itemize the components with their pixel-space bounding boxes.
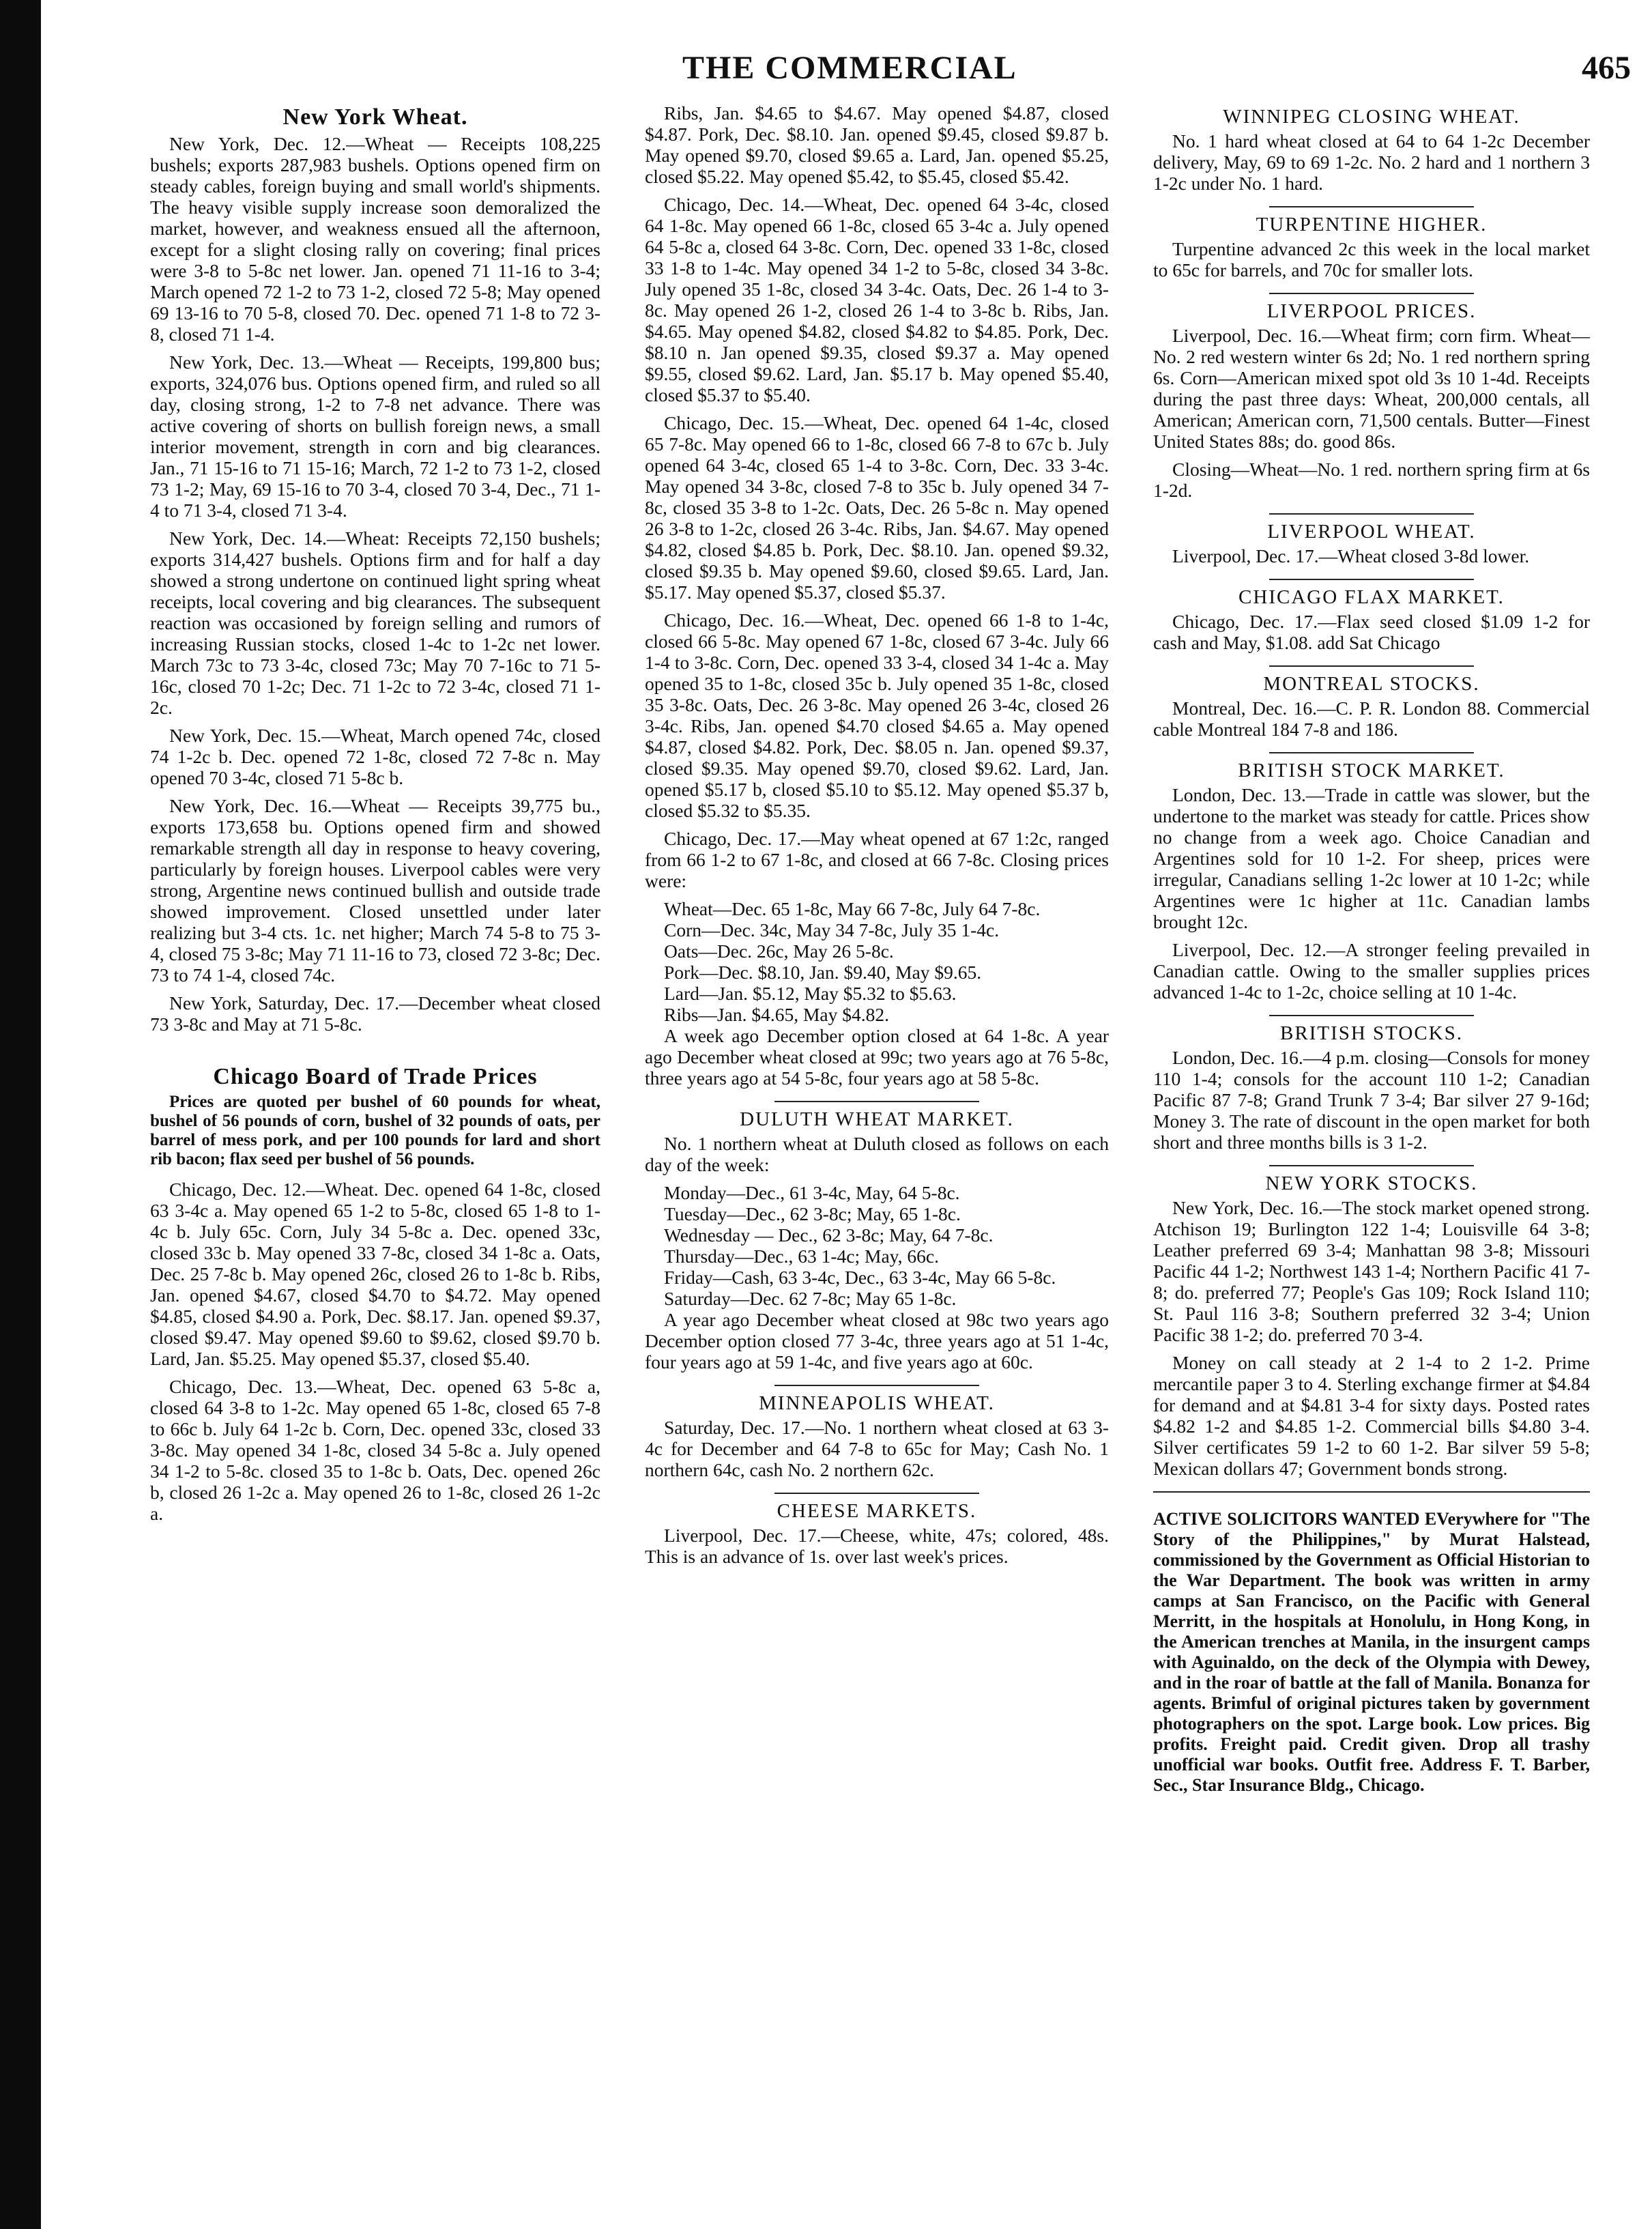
section-heading: BRITISH STOCKS.: [1280, 1022, 1463, 1044]
market-report: London, Dec. 16.—4 p.m. closing—Consols for money 110 1-4; consols for the account 110 1-2; Canadian Pacific 87 7-8; Grand Trunk 7 3-4; Bar silver 27 9-16d; Money 3. The rate of discount in the open market for both short and three months bills is 3 1-2.: [1153, 1047, 1590, 1153]
daily-price-line: Wednesday — Dec., 62 3-8c; May, 64 7-8c.: [664, 1224, 994, 1246]
column-1: [150, 102, 600, 1531]
market-report: New York, Dec. 15.—Wheat, March opened 74c, closed 74 1-2c b. Dec. opened 72 1-8c, closed 72 7-8c n. May opened 70 3-4c, closed 71 5-8c b.: [150, 725, 600, 788]
divider: [1269, 513, 1474, 515]
divider: [774, 1385, 979, 1386]
closing-price-line: Corn—Dec. 34c, May 34 7-8c, July 35 1-4c.: [664, 919, 1000, 940]
market-report: Turpentine advanced 2c this week in the local market to 65c for barrels, and 70c for smaller lots.: [1153, 238, 1590, 281]
market-report: New York, Dec. 12.—Wheat — Receipts 108,225 bushels; exports 287,983 bushels. Options opened firm on steady cables, foreign buying and small world's shipments. The heavy visible supply increase soon demoralized the market, however, and weakness ensued all the afternoon, except for a slight closing rally on covering; final prices were 3-8 to 5-8c net lower. Jan. opened 71 11-16 to 3-4; March opened 72 1-2 to 73 1-2, closed 72 5-8; May opened 69 13-16 to 70 5-8, closed 70. Dec. opened 71 1-8 to 72 3-8, closed 71 1-4.: [150, 133, 600, 345]
market-report: New York, Dec. 14.—Wheat: Receipts 72,150 bushels; exports 314,427 bushels. Options firm and for half a day showed a strong undertone on continued light spring wheat receipts, local covering and big clearances. The subsequent reaction was occasioned by foreign selling and rumors of increasing Russian stocks, closed 1-4c to 1-2c net lower. March 73c to 73 3-4c, closed 73c; May 70 7-16c to 71 5-16c, closed 70 1-2c; Dec. 71 1-2c to 72 3-4c, closed 71 1-2c.: [150, 528, 600, 718]
divider: [1269, 752, 1474, 753]
market-report: A week ago December option closed at 64 1-8c. A year ago December wheat closed at 99c; two years ago at 76 5-8c, three years ago at 54 5-8c, four years ago at 58 5-8c.: [645, 1025, 1109, 1089]
market-report: Chicago, Dec. 15.—Wheat, Dec. opened 64 1-4c, closed 65 7-8c. May opened 66 to 1-8c, closed 66 7-8 to 67c b. July opened 64 3-4c, closed 65 1-4 to 3-8c. Corn, Dec. 33 3-4c. May opened 34 3-8c, closed 7-8 to 35c b. July opened 34 7-8c, closed 35 3-8 to 1-2c. Oats, Dec. 26 5-8c n. May opened 26 3-8 to 1-2c, closed 26 3-4c. Ribs, Jan. $4.67. May opened $4.82, closed $4.85 b. Pork, Dec. $8.10. Jan. opened $9.32, closed $9.35 b. May opened $9.60, closed $9.65. Lard, Jan. $5.17. May opened $5.37, closed $5.37.: [645, 412, 1109, 603]
divider: [1153, 1491, 1590, 1493]
section-heading: MONTREAL STOCKS.: [1263, 673, 1480, 695]
market-report: Chicago, Dec. 13.—Wheat, Dec. opened 63 5-8c a, closed 64 3-8 to 1-2c. May opened 65 1-8c, closed 65 7-8 to 66c b. July 64 1-2c b. Corn, Dec. opened 33c, closed 33 3-8c. May opened 34 1-8c, closed 34 5-8c a. July opened 34 1-2 to 5-8c. closed 35 to 1-8c b. Oats, Dec. opened 26c b, closed 26 1-2c a. May opened 26 to 1-8c, closed 26 1-2c a.: [150, 1376, 600, 1524]
section-heading: CHICAGO FLAX MARKET.: [1238, 586, 1505, 608]
market-report: Chicago, Dec. 16.—Wheat, Dec. opened 66 1-8 to 1-4c, closed 66 5-8c. May opened 67 1-8c, closed 67 3-4c. July 66 1-4 to 3-8c. Corn, Dec. opened 33 3-4, closed 34 1-4c a. May opened 35 to 1-8c, closed 35c b. July opened 35 1-8c, closed 35 3-8c. Oats, Dec. 26 3-8c. May opened 26 3-4c, closed 26 3-4c. Ribs, Jan. opened $4.70 closed $4.65 a. May opened $4.87, closed $4.82. Pork, Dec. $8.05 n. Jan. opened $9.37, closed $9.35. May opened $9.70, closed $9.62. Lard, Jan. opened $5.17 b, closed $5.10 to $5.12. May opened $5.37 b, closed $5.32 to $5.35.: [645, 609, 1109, 821]
section-heading: NEW YORK STOCKS.: [1265, 1173, 1478, 1194]
section-heading: Chicago Board of Trade Prices: [213, 1064, 538, 1089]
market-report: Chicago, Dec. 17.—May wheat opened at 67 1:2c, ranged from 66 1-2 to 67 1-8c, and closed at 66 7-8c. Closing prices were:: [645, 828, 1109, 891]
daily-price-line: Thursday—Dec., 63 1-4c; May, 66c.: [664, 1246, 939, 1267]
market-report: Montreal, Dec. 16.—C. P. R. London 88. Commercial cable Montreal 184 7-8 and 186.: [1153, 698, 1590, 740]
market-report: No. 1 northern wheat at Duluth closed as follows on each day of the week:: [645, 1133, 1109, 1175]
column-3: [1153, 102, 1590, 1796]
masthead: [96, 49, 1631, 97]
market-report: No. 1 hard wheat closed at 64 to 64 1-2c December delivery, May, 69 to 69 1-2c. No. 2 hard and 1 northern 3 1-2c under No. 1 hard.: [1153, 130, 1590, 194]
market-report: Liverpool, Dec. 17.—Cheese, white, 47s; colored, 48s. This is an advance of 1s. over last week's prices.: [645, 1525, 1109, 1567]
market-report: New York, Dec. 16.—The stock market opened strong. Atchison 19; Burlington 122 1-4; Louisville 64 3-8; Leather preferred 69 3-4; Manhattan 98 3-8; Missouri Pacific 44 1-2; Northwest 143 1-4; Northern Pacific 41 7-8; do. preferred 77; People's Gas 109; Rock Island 110; St. Paul 116 3-8; Southern preferred 32 3-4; Union Pacific 38 1-2; do. preferred 70 3-4.: [1153, 1197, 1590, 1345]
divider: [1269, 1165, 1474, 1166]
market-report: New York, Dec. 13.—Wheat — Receipts, 199,800 bus; exports, 324,076 bus. Options opened firm, and ruled so all day, closing strong, 1-2 to 7-8 net advance. There was active covering of shorts on bullish foreign news, a small interior movement, strength in corn and big clearances. Jan., 71 15-16 to 71 15-16; March, 72 1-2 to 73 1-2, closed 73 1-2; May, 69 15-16 to 70 3-4, closed 70 3-4, Dec., 71 1-4 to 71 3-4, closed 71 3-4.: [150, 351, 600, 521]
market-report: Liverpool, Dec. 17.—Wheat closed 3-8d lower.: [1172, 545, 1530, 566]
market-report: Liverpool, Dec. 16.—Wheat firm; corn firm. Wheat—No. 2 red western winter 6s 2d; No. 1 red northern spring 6s. Corn—American mixed spot old 3s 10 1-4d. Receipts during the past three days: Wheat, 200,000 centals, all American; American corn, 71,500 centals. Butter—Finest United States 88s; do. good 86s.: [1153, 325, 1590, 452]
daily-price-line: Saturday—Dec. 62 7-8c; May 65 1-8c.: [664, 1288, 957, 1309]
market-report: Money on call steady at 2 1-4 to 2 1-2. Prime mercantile paper 3 to 4. Sterling exchange firmer at $4.84 for demand and at $4.81 3-4 for sixty days. Posted rates $4.82 1-2 and $4.85 1-2. Commercial bills $4.80 3-4. Silver certificates 59 1-2 to 60 1-2. Bar silver 59 5-8; Mexican dollars 47; Government bonds strong.: [1153, 1352, 1590, 1479]
section-heading: TURPENTINE HIGHER.: [1256, 214, 1488, 235]
divider: [1269, 665, 1474, 667]
divider: [1269, 1015, 1474, 1016]
section-heading: LIVERPOOL WHEAT.: [1267, 521, 1476, 543]
market-report: London, Dec. 13.—Trade in cattle was slower, but the undertone to the market was steady for cattle. Prices show no change from a week ago. Choice Canadian and Argentines sold for 10 1-2. For sheep, prices were irregular, Canadians selling 1-2c lower at 10 1-2c; while Argentines were 1c higher at 11c. Canadian lambs brought 12c.: [1153, 784, 1590, 932]
closing-price-line: Wheat—Dec. 65 1-8c, May 66 7-8c, July 64 7-8c.: [664, 898, 1041, 919]
closing-price-line: Oats—Dec. 26c, May 26 5-8c.: [664, 940, 894, 962]
closing-price-line: Ribs—Jan. $4.65, May $4.82.: [664, 1004, 889, 1025]
divider: [774, 1101, 979, 1102]
market-report: Saturday, Dec. 17.—No. 1 northern wheat closed at 63 3-4c for December and 64 7-8 to 65c for May; Cash No. 1 northern 64c, cash No. 2 northern 62c.: [645, 1417, 1109, 1480]
classified-advertisement: ACTIVE SOLICITORS WANTED EVerywhere for "The Story of the Philippines," by Murat Halstead, commissioned by the Government as Official Historian to the War Department. The book was written in army camps at San Francisco, on the Pacific with General Merritt, in the hospitals at Honolulu, in Hong Kong, in the American trenches at Manila, in the insurgent camps with Aguinaldo, on the deck of the Olympia with Dewey, and in the roar of battle at the fall of Manila. Bonanza for agents. Brimful of original pictures taken by government photographers on the spot. Large book. Low prices. Big profits. Freight paid. Credit given. Drop all trashy unofficial war books. Outfit free. Address F. T. Barber, Sec., Star Insurance Bldg., Chicago.: [1153, 1509, 1590, 1795]
divider: [774, 1493, 979, 1494]
divider: [1269, 293, 1474, 294]
section-heading: LIVERPOOL PRICES.: [1266, 300, 1477, 322]
daily-price-line: Tuesday—Dec., 62 3-8c; May, 65 1-8c.: [664, 1203, 961, 1224]
market-report: New York, Dec. 16.—Wheat — Receipts 39,775 bu., exports 173,658 bu. Options opened firm and showed remarkable strength all day in response to heavy covering, particularly by foreign houses. Liverpool cables were very strong, Argentine news continued bullish and outside trade showed improvement. Closed unsettled under later realizing but 3-4 cts. 1c. net higher; March 74 5-8 to 75 3-4, closed 75 3-8c; May 71 11-16 to 73, closed 72 3-8c; Dec. 73 to 74 1-4, closed 74c.: [150, 795, 600, 986]
page-number: 465: [1582, 50, 1631, 86]
closing-price-line: Lard—Jan. $5.12, May $5.32 to $5.63.: [664, 983, 957, 1004]
section-heading: WINNIPEG CLOSING WHEAT.: [1223, 106, 1520, 128]
market-report: Ribs, Jan. $4.65 to $4.67. May opened $4.87, closed $4.87. Pork, Dec. $8.10. Jan. opened $9.45, closed $9.87 b. May opened $9.70, closed $9.65 a. Lard, Jan. opened $5.25, closed $5.22. May opened $5.42, to $5.45, closed $5.42.: [645, 102, 1109, 187]
section-heading: CHEESE MARKETS.: [777, 1500, 977, 1522]
market-report: New York, Saturday, Dec. 17.—December wheat closed 73 3-8c and May at 71 5-8c.: [150, 992, 600, 1035]
market-report: Chicago, Dec. 12.—Wheat. Dec. opened 64 1-8c, closed 63 3-4c a. May opened 65 1-2 to 5-8c, closed 65 1-8 to 1-4c b. July 65c. Corn, July 34 5-8c a. Dec. opened 33c, closed 33c b. May opened 33 7-8c, closed 34 1-8c a. Oats, Dec. 25 7-8c b. May opened 26c, closed 26 to 1-8c b. Ribs, Jan. opened $4.67, closed $4.70 to $4.72. May opened $4.85, closed $4.90 a. Pork, Dec. $8.17. Jan. opened $9.37, closed $9.47. May opened $9.60 to $9.62, closed $9.70 b. Lard, Jan. $5.25. May opened $5.37, closed $5.40.: [150, 1179, 600, 1369]
section-heading: DULUTH WHEAT MARKET.: [740, 1108, 1014, 1130]
closing-price-line: Pork—Dec. $8.10, Jan. $9.40, May $9.65.: [664, 962, 982, 983]
section-heading: New York Wheat.: [282, 104, 468, 130]
market-report: A year ago December wheat closed at 98c two years ago December option closed 77 3-4c, three years ago at 51 1-4c, four years ago at 59 1-4c, and five years ago at 60c.: [645, 1309, 1109, 1372]
page-binding-edge: [0, 0, 41, 2229]
section-heading: MINNEAPOLIS WHEAT.: [759, 1392, 995, 1414]
market-report: Closing—Wheat—No. 1 red. northern spring firm at 6s 1-2d.: [1153, 459, 1590, 501]
market-report: Liverpool, Dec. 12.—A stronger feeling prevailed in Canadian cattle. Owing to the smaller supplies prices advanced 1-4c to 1-2c, choice selling at 10 1-4c.: [1153, 939, 1590, 1003]
daily-price-line: Monday—Dec., 61 3-4c, May, 64 5-8c.: [664, 1182, 960, 1203]
divider: [1269, 579, 1474, 580]
column-2: [645, 102, 1109, 1574]
divider: [1269, 206, 1474, 207]
explanatory-note: Prices are quoted per bushel of 60 pounds for wheat, bushel of 56 pounds of corn, bushel of 32 pounds of oats, per barrel of mess pork, and per 100 pounds for lard and short rib bacon; flax seed per bushel of 56 pounds.: [150, 1093, 600, 1168]
market-report: Chicago, Dec. 14.—Wheat, Dec. opened 64 3-4c, closed 64 1-8c. May opened 66 1-8c, closed 65 3-4c a. July opened 64 5-8c a, closed 64 3-8c. Corn, Dec. opened 33 1-8c, closed 33 1-8 to 1-4c. May opened 34 1-2 to 5-8c, closed 34 3-8c. July opened 35 1-8c, closed 34 3-4c. Oats, Dec. 26 1-4 to 3-8c. May opened 26 1-2, closed 26 1-4 to 3-8c b. Ribs, Jan. $4.65. May opened $4.82, closed $4.82 to $4.85. Pork, Dec. $8.10 n. Jan opened $9.35, closed $9.37 a. May opened $9.55, closed $9.62. Lard, Jan. $5.17 b. May opened $5.40, closed $5.37 to $5.40.: [645, 194, 1109, 405]
market-report: Chicago, Dec. 17.—Flax seed closed $1.09 1-2 for cash and May, $1.08. add Sat Chicago: [1153, 611, 1590, 653]
newspaper-title: THE COMMERCIAL: [682, 50, 1017, 86]
section-heading: BRITISH STOCK MARKET.: [1238, 760, 1505, 781]
daily-price-line: Friday—Cash, 63 3-4c, Dec., 63 3-4c, May 66 5-8c.: [664, 1267, 1056, 1288]
